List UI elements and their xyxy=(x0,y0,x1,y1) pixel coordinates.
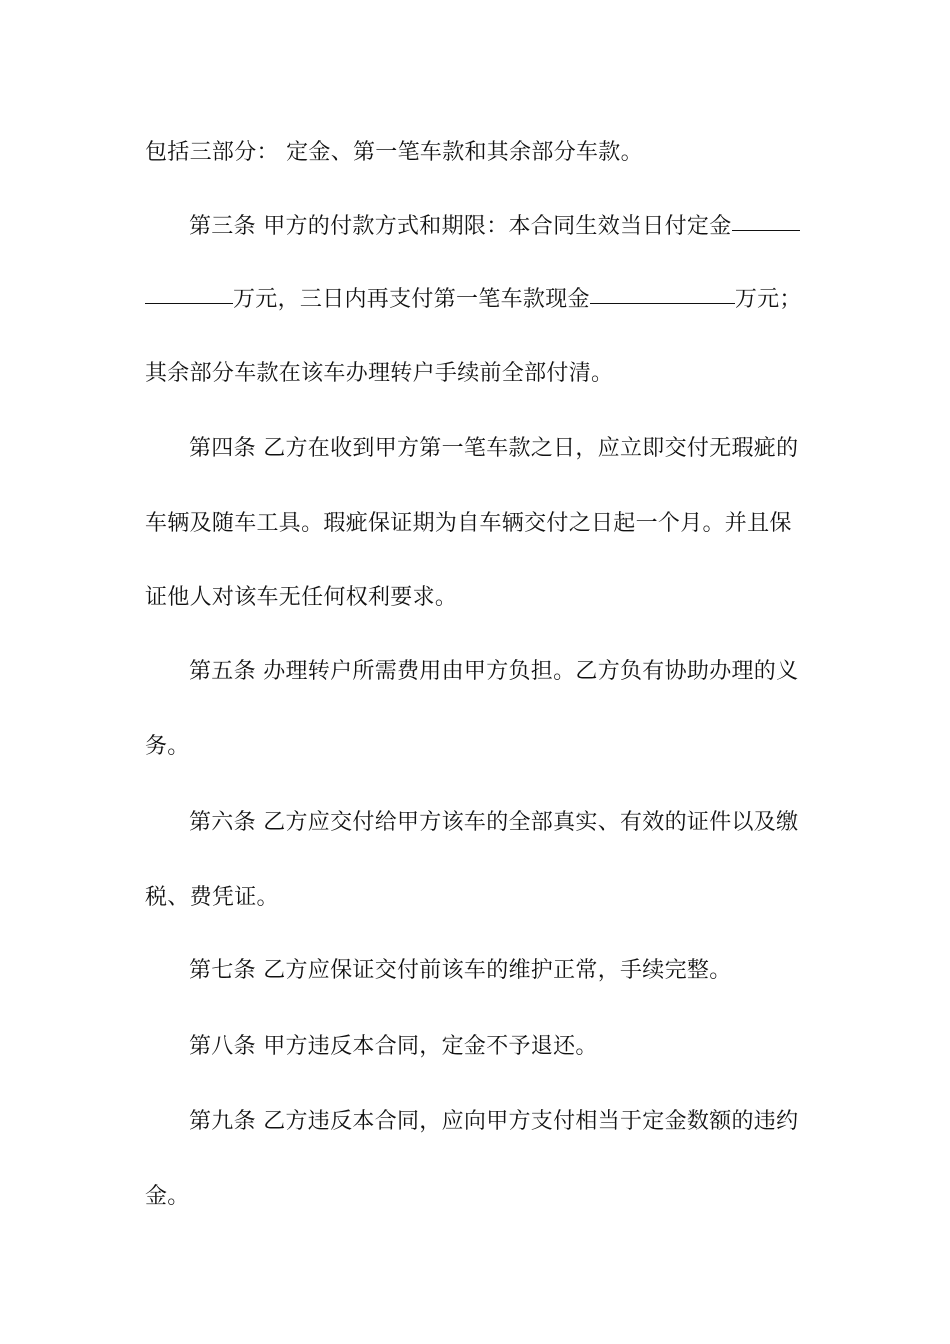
text-line: 包括三部分： 定金、第一笔车款和其余部分车款。 xyxy=(145,140,643,165)
text-line: 第五条 办理转户所需费用由甲方负担。乙方负有协助办理的义 xyxy=(189,659,799,684)
text-line: 金。 xyxy=(145,1184,190,1209)
article-3-line-2 xyxy=(145,283,815,317)
text-line: 税、费凭证。 xyxy=(145,885,279,910)
article-3-line-1 xyxy=(189,210,815,244)
deposit-amount-blank xyxy=(732,210,800,231)
article-6-line-1 xyxy=(189,806,815,840)
paragraph-payment-parts xyxy=(145,136,815,170)
article-9-line-1 xyxy=(189,1105,815,1139)
text-line: 第八条 甲方违反本合同，定金不予退还。 xyxy=(189,1034,598,1059)
article-5-line-1 xyxy=(189,655,815,689)
text-line: 第六条 乙方应交付给甲方该车的全部真实、有效的证件以及缴 xyxy=(189,810,799,835)
article-9-line-2 xyxy=(145,1180,815,1214)
article-4-line-2 xyxy=(145,507,815,541)
deposit-amount-blank-cont xyxy=(145,283,233,304)
first-payment-amount-blank xyxy=(590,283,735,304)
text-line: 务。 xyxy=(145,734,190,759)
article-7 xyxy=(189,954,815,988)
article-4-line-3 xyxy=(145,581,815,615)
article-6-line-2 xyxy=(145,881,815,915)
article-4-line-1 xyxy=(189,432,815,466)
text-line: 证他人对该车无任何权利要求。 xyxy=(145,585,458,610)
text-line: 第四条 乙方在收到甲方第一笔车款之日，应立即交付无瑕疵的 xyxy=(189,436,799,461)
text-line: 万元，三日内再支付第一笔车款现金 xyxy=(233,287,590,312)
article-5-line-2 xyxy=(145,730,815,764)
text-line: 其余部分车款在该车办理转户手续前全部付清。 xyxy=(145,361,614,386)
text-line: 车辆及随车工具。瑕疵保证期为自车辆交付之日起一个月。并且保 xyxy=(145,511,792,536)
text-line: 第七条 乙方应保证交付前该车的维护正常，手续完整。 xyxy=(189,958,732,983)
article-8 xyxy=(189,1030,815,1064)
text-line: 第三条 甲方的付款方式和期限：本合同生效当日付定金 xyxy=(189,214,732,239)
text-line: 第九条 乙方违反本合同，应向甲方支付相当于定金数额的违约 xyxy=(189,1109,799,1134)
text-line: 万元； xyxy=(734,287,802,312)
article-3-line-3 xyxy=(145,357,815,391)
